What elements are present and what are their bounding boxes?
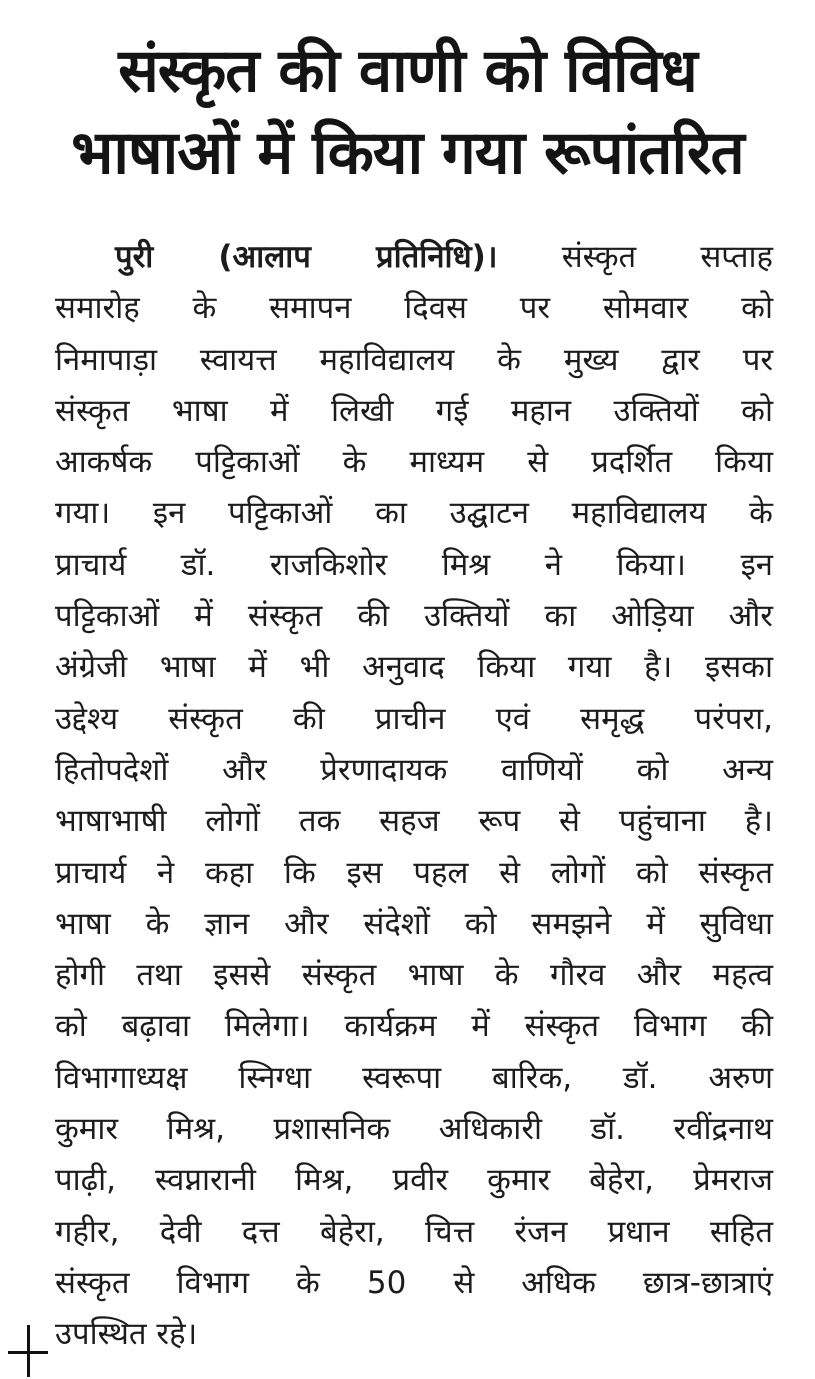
article-line: पाढ़ी, स्वप्नारानी मिश्र, प्रवीर कुमार बेहेरा, प्रेमराज	[55, 1162, 773, 1199]
article-line: प्राचार्य डॉ. राजकिशोर मिश्र ने किया। इन	[55, 546, 773, 583]
article-line: को बढ़ावा मिलेगा। कार्यक्रम में संस्कृत विभाग की	[55, 1008, 773, 1045]
article-line: गया। इन पट्टिकाओं का उद्घाटन महाविद्यालय के	[55, 495, 773, 532]
article-line: हितोपदेशों और प्रेरणादायक वाणियों को अन्य	[55, 751, 773, 788]
article-line: पट्टिकाओं में संस्कृत की उक्तियों का ओड़िया और	[55, 598, 773, 635]
article-line: समारोह के समापन दिवस पर सोमवार को	[55, 290, 773, 327]
dateline: पुरी (आलाप प्रतिनिधि)।	[115, 239, 498, 275]
article-line: उपस्थित रहे।	[55, 1316, 198, 1353]
headline-line-1: संस्कृत की वाणी को विविध	[118, 36, 697, 106]
crop-mark-icon	[8, 1325, 48, 1377]
article-body	[55, 232, 773, 1361]
article-line: अंग्रेजी भाषा में भी अनुवाद किया गया है। इसका	[55, 649, 773, 686]
article-line: होगी तथा इससे संस्कृत भाषा के गौरव और महत्व	[55, 957, 773, 994]
article-line: गहीर, देवी दत्त बेहेरा, चित्त रंजन प्रधान सहित	[55, 1213, 773, 1250]
article-line: निमापाड़ा स्वायत्त महाविद्यालय के मुख्य द्वार पर	[55, 341, 773, 378]
article-line	[55, 232, 773, 283]
article-line: भाषाभाषी लोगों तक सहज रूप से पहुंचाना है।	[55, 803, 773, 840]
article-line: विभागाध्यक्ष स्निग्धा स्वरूपा बारिक, डॉ. अरुण	[55, 1059, 773, 1096]
headline-line-2: भाषाओं में किया गया रूपांतरित	[71, 118, 744, 188]
article-line: कुमार मिश्र, प्रशासनिक अधिकारी डॉ. रवींद्रनाथ	[55, 1111, 773, 1148]
headline	[0, 30, 815, 194]
article-line: प्राचार्य ने कहा कि इस पहल से लोगों को संस्कृत	[55, 854, 773, 891]
article-line: भाषा के ज्ञान और संदेशों को समझने में सुविधा	[55, 905, 773, 942]
article-line: उद्देश्य संस्कृत की प्राचीन एवं समृद्ध परंपरा,	[55, 700, 773, 737]
article-line: आकर्षक पट्टिकाओं के माध्यम से प्रदर्शित किया	[55, 444, 773, 481]
article-line: संस्कृत विभाग के 50 से अधिक छात्र-छात्राएं	[55, 1264, 773, 1301]
article-line: संस्कृत भाषा में लिखी गई महान उक्तियों को	[55, 392, 773, 429]
article-line-text: संस्कृत सप्ताह	[561, 239, 773, 275]
